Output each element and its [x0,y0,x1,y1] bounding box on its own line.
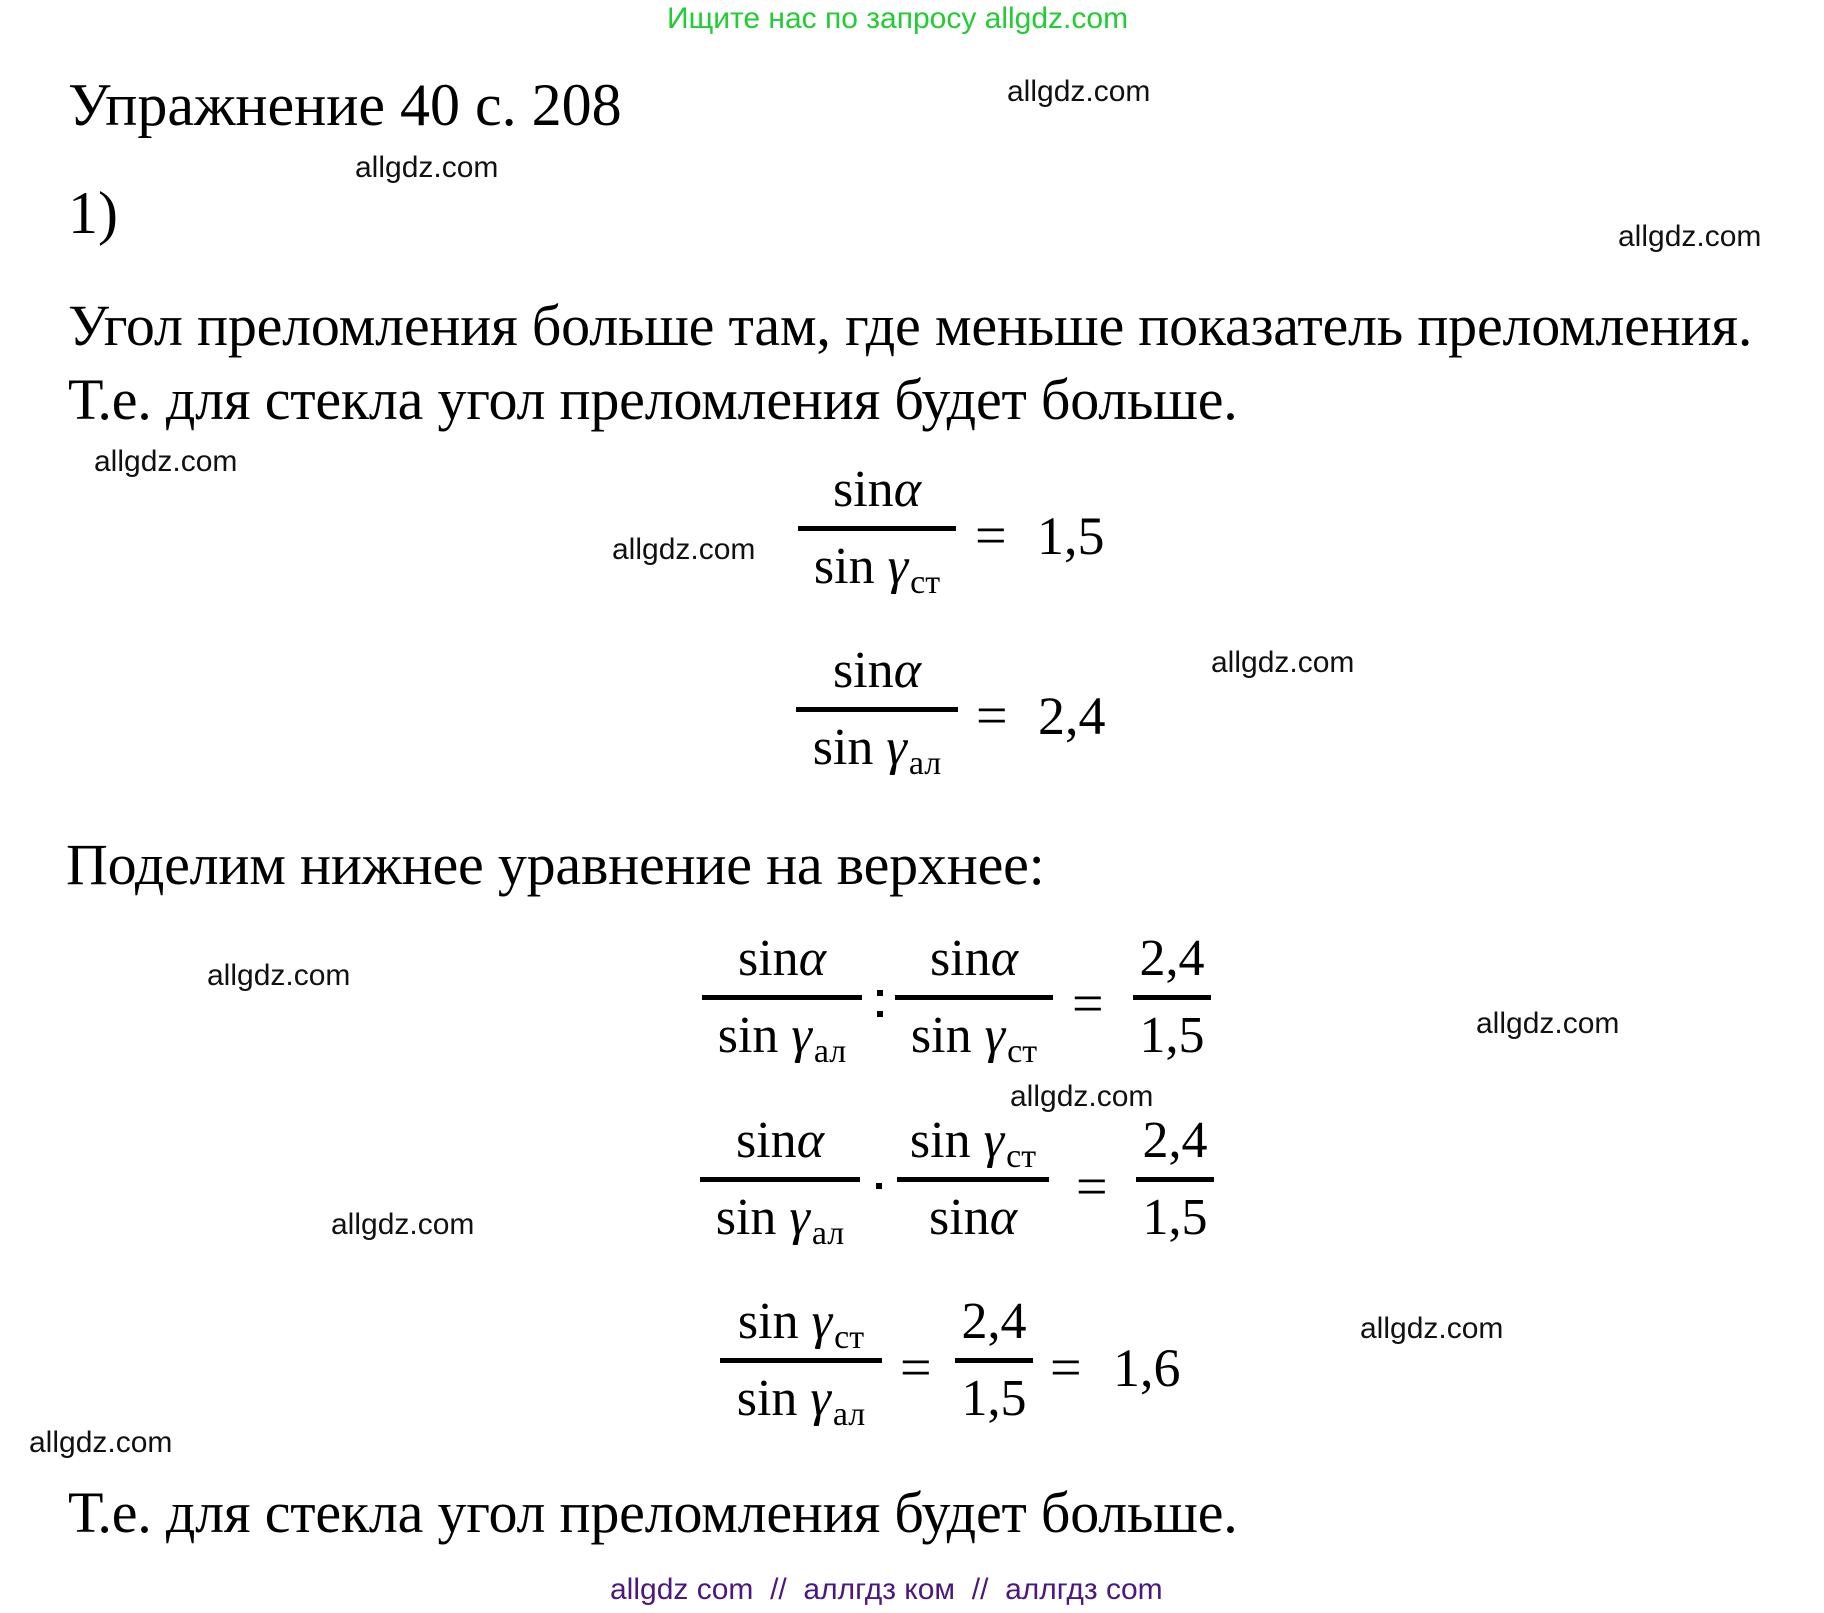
sin-label: sin [738,930,799,987]
subscript-glass: ст [834,1319,865,1356]
sin-label: sin [833,642,894,699]
subscript-al: ал [908,745,942,782]
numerator [738,929,826,989]
fraction [700,1111,860,1252]
watermark: allgdz.com [1618,220,1762,253]
subscript-al: ал [813,1033,847,1070]
numerator [833,641,921,701]
sin-label: sin [717,1007,779,1064]
sin-label: sin [909,1112,971,1169]
value: 2,4 [1038,686,1106,746]
alpha-symbol: α [796,1112,824,1169]
gamma-symbol: γ [791,1007,812,1064]
watermark: allgdz.com [612,533,756,566]
denominator [717,1006,847,1070]
sin-label: sin [737,1293,799,1350]
colon-dot-top [877,990,883,996]
denominator [813,537,941,601]
fraction-bar [1133,995,1211,1000]
watermark: allgdz.com [331,1208,475,1241]
watermark: allgdz.com [29,1426,173,1459]
fraction-bar [955,1358,1033,1363]
paragraph-line: Угол преломления больше там, где меньше показатель преломления. [68,293,1753,358]
alpha-symbol: α [798,930,826,987]
result-value: 1,6 [1113,1338,1181,1398]
equals-sign: = [975,505,1007,567]
watermark: allgdz.com [1476,1007,1620,1040]
multiply-dot [876,1183,882,1189]
denominator [962,1369,1027,1429]
fraction [1133,929,1211,1066]
numerator [930,929,1018,989]
sin-label: sin [910,1007,972,1064]
fraction [798,460,956,601]
fraction [895,929,1053,1070]
value: 1,5 [961,1370,1027,1427]
fraction [955,1292,1033,1429]
value: 1,5 [1037,506,1105,566]
alpha-symbol: α [989,1189,1017,1246]
fraction-bar [798,526,956,531]
fraction-bar [700,1177,860,1182]
equals-sign: = [1050,1337,1082,1399]
fraction [796,641,958,782]
fraction [720,1292,882,1433]
search-banner: Ищите нас по запросу allgdz.com [667,2,1129,35]
equals-sign: = [976,685,1008,747]
gamma-symbol: γ [984,1007,1006,1064]
sin-label: sin [715,1189,777,1246]
gamma-symbol: γ [810,1370,831,1427]
sin-label: sin [833,461,894,518]
equals-sign: = [1076,1156,1108,1218]
equals-sign: = [1072,973,1104,1035]
watermark: allgdz.com [1007,75,1151,108]
numerator [833,460,921,520]
subscript-glass: ст [1007,1033,1038,1070]
fraction [702,929,862,1070]
value: 2,4 [961,1293,1027,1350]
numerator [736,1111,824,1171]
alpha-symbol: α [990,930,1018,987]
numerator [909,1111,1037,1175]
fraction-bar [796,707,958,712]
numerator [737,1292,865,1356]
value: 1,5 [1139,1007,1205,1064]
sin-label: sin [736,1370,798,1427]
fraction-bar [895,995,1053,1000]
subscript-al: ал [832,1396,866,1433]
sin-label: sin [812,719,874,776]
alpha-symbol: α [893,642,921,699]
value: 2,4 [1142,1112,1208,1169]
footer-watermark: allgdz com // аллгдз ком // аллгдз com [610,1573,1163,1606]
numerator [962,1292,1027,1352]
gamma-symbol: γ [983,1112,1005,1169]
watermark: allgdz.com [1010,1080,1154,1113]
watermark: allgdz.com [355,151,499,184]
gamma-symbol: γ [886,719,907,776]
denominator [929,1188,1017,1248]
gamma-symbol: γ [887,538,909,595]
denominator [715,1188,845,1252]
conclusion-line: Т.е. для стекла угол преломления будет больше. [68,1480,1238,1545]
watermark: allgdz.com [207,959,351,992]
sin-label: sin [736,1112,797,1169]
sin-label: sin [929,1189,990,1246]
part-label: 1) [68,180,118,246]
denominator [1140,1006,1205,1066]
fraction [1136,1111,1214,1248]
colon-dot-bottom [877,1011,883,1017]
watermark: allgdz.com [1360,1312,1504,1345]
alpha-symbol: α [893,461,921,518]
fraction-bar [702,995,862,1000]
paragraph-line: Т.е. для стекла угол преломления будет больше. [68,367,1238,432]
subscript-al: ал [811,1215,845,1252]
subscript-glass: ст [1006,1138,1037,1175]
equals-sign: = [900,1337,932,1399]
value: 2,4 [1139,930,1205,987]
fraction [897,1111,1049,1248]
denominator [910,1006,1038,1070]
denominator [812,718,942,782]
denominator [736,1369,866,1433]
watermark: allgdz.com [94,445,238,478]
fraction-bar [1136,1177,1214,1182]
sin-label: sin [930,930,991,987]
numerator [1140,929,1205,989]
paragraph-line: Поделим нижнее уравнение на верхнее: [66,832,1045,897]
subscript-glass: ст [910,564,941,601]
denominator [1143,1188,1208,1248]
watermark: allgdz.com [1211,646,1355,679]
numerator [1143,1111,1208,1171]
exercise-title: Упражнение 40 с. 208 [68,72,622,138]
sin-label: sin [813,538,875,595]
gamma-symbol: γ [811,1293,833,1350]
gamma-symbol: γ [789,1189,810,1246]
value: 1,5 [1142,1189,1208,1246]
